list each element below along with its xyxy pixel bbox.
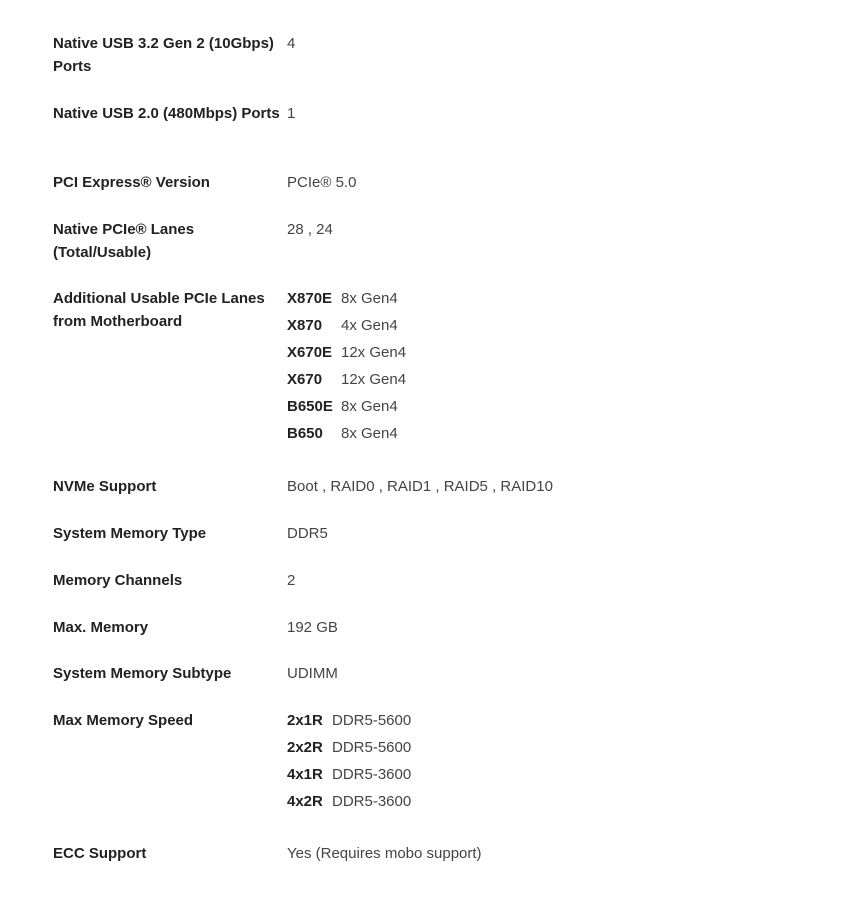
chipset-lanes: 12x Gen4: [341, 344, 407, 361]
chipset-entry: [287, 393, 813, 420]
spec-value: 4: [287, 35, 296, 52]
memory-speed: DDR5-5600: [332, 712, 412, 729]
spec-label: Native USB 3.2 Gen 2 (10Gbps) Ports: [53, 35, 274, 75]
spec-row-memory-subtype: [53, 662, 813, 709]
spec-row-usb32: [53, 32, 813, 102]
chipset-name: X670E: [287, 344, 333, 361]
spec-row-pcie-lanes: [53, 218, 813, 287]
chipset-name: X870E: [287, 290, 333, 307]
spec-row-memory-channels: [53, 569, 813, 616]
chipset-entry: [287, 420, 813, 447]
spec-value: PCIe® 5.0: [287, 174, 357, 191]
chipset-entry: [287, 312, 813, 339]
spec-row-memory-type: [53, 522, 813, 569]
spec-row-additional-lanes: [53, 287, 813, 475]
spec-row-max-memory-speed: [53, 709, 813, 842]
spec-label: Native PCIe® Lanes (Total/Usable): [53, 221, 195, 261]
memory-speed: DDR5-3600: [332, 793, 412, 810]
memory-config-entry: [287, 734, 813, 761]
memory-config-entry: [287, 788, 813, 815]
chipset-lanes: 8x Gen4: [341, 290, 398, 307]
chipset-entry: [287, 285, 813, 312]
spec-value: DDR5: [287, 525, 328, 542]
memory-config: 2x2R: [287, 739, 323, 756]
spec-label: Memory Channels: [53, 572, 183, 589]
chipset-name: B650E: [287, 398, 333, 415]
chipset-lanes: 4x Gen4: [341, 317, 398, 334]
spec-value: UDIMM: [287, 665, 338, 682]
spec-value: 2: [287, 572, 296, 589]
chipset-lanes: 12x Gen4: [341, 371, 407, 388]
spec-value: 192 GB: [287, 619, 338, 636]
spec-label: PCI Express® Version: [53, 174, 210, 191]
chipset-entry: [287, 339, 813, 366]
spec-row-pcie-version: [53, 171, 813, 218]
spec-label: System Memory Subtype: [53, 665, 232, 682]
spec-row-ecc: [53, 842, 813, 889]
spec-value: Yes (Requires mobo support): [287, 845, 482, 862]
memory-config-entry: [287, 707, 813, 734]
chipset-lanes: 8x Gen4: [341, 425, 398, 442]
memory-config-entry: [287, 761, 813, 788]
spec-value: Boot , RAID0 , RAID1 , RAID5 , RAID10: [287, 478, 553, 495]
spec-label: Max Memory Speed: [53, 712, 194, 729]
spec-value-list: [287, 287, 813, 447]
memory-config: 4x1R: [287, 766, 323, 783]
spec-row-max-memory: [53, 616, 813, 662]
memory-speed: DDR5-5600: [332, 739, 412, 756]
memory-speed: DDR5-3600: [332, 766, 412, 783]
spec-table: [53, 32, 813, 889]
chipset-lanes: 8x Gen4: [341, 398, 398, 415]
spec-label: System Memory Type: [53, 525, 207, 542]
spec-row-usb20: [53, 102, 813, 171]
spec-value: 1: [287, 105, 296, 122]
spec-label: Max. Memory: [53, 619, 149, 636]
chipset-entry: [287, 366, 813, 393]
spec-label: NVMe Support: [53, 478, 157, 495]
spec-label: Additional Usable PCIe Lanes from Motherboard: [53, 290, 265, 330]
spec-label: Native USB 2.0 (480Mbps) Ports: [53, 105, 280, 122]
chipset-name: X870: [287, 317, 323, 334]
memory-config: 4x2R: [287, 793, 323, 810]
chipset-name: B650: [287, 425, 323, 442]
chipset-name: X670: [287, 371, 323, 388]
spec-label: ECC Support: [53, 845, 147, 862]
spec-row-nvme: [53, 475, 813, 522]
spec-value: 28 , 24: [287, 221, 333, 238]
memory-config: 2x1R: [287, 712, 323, 729]
spec-value-list: [287, 709, 813, 815]
